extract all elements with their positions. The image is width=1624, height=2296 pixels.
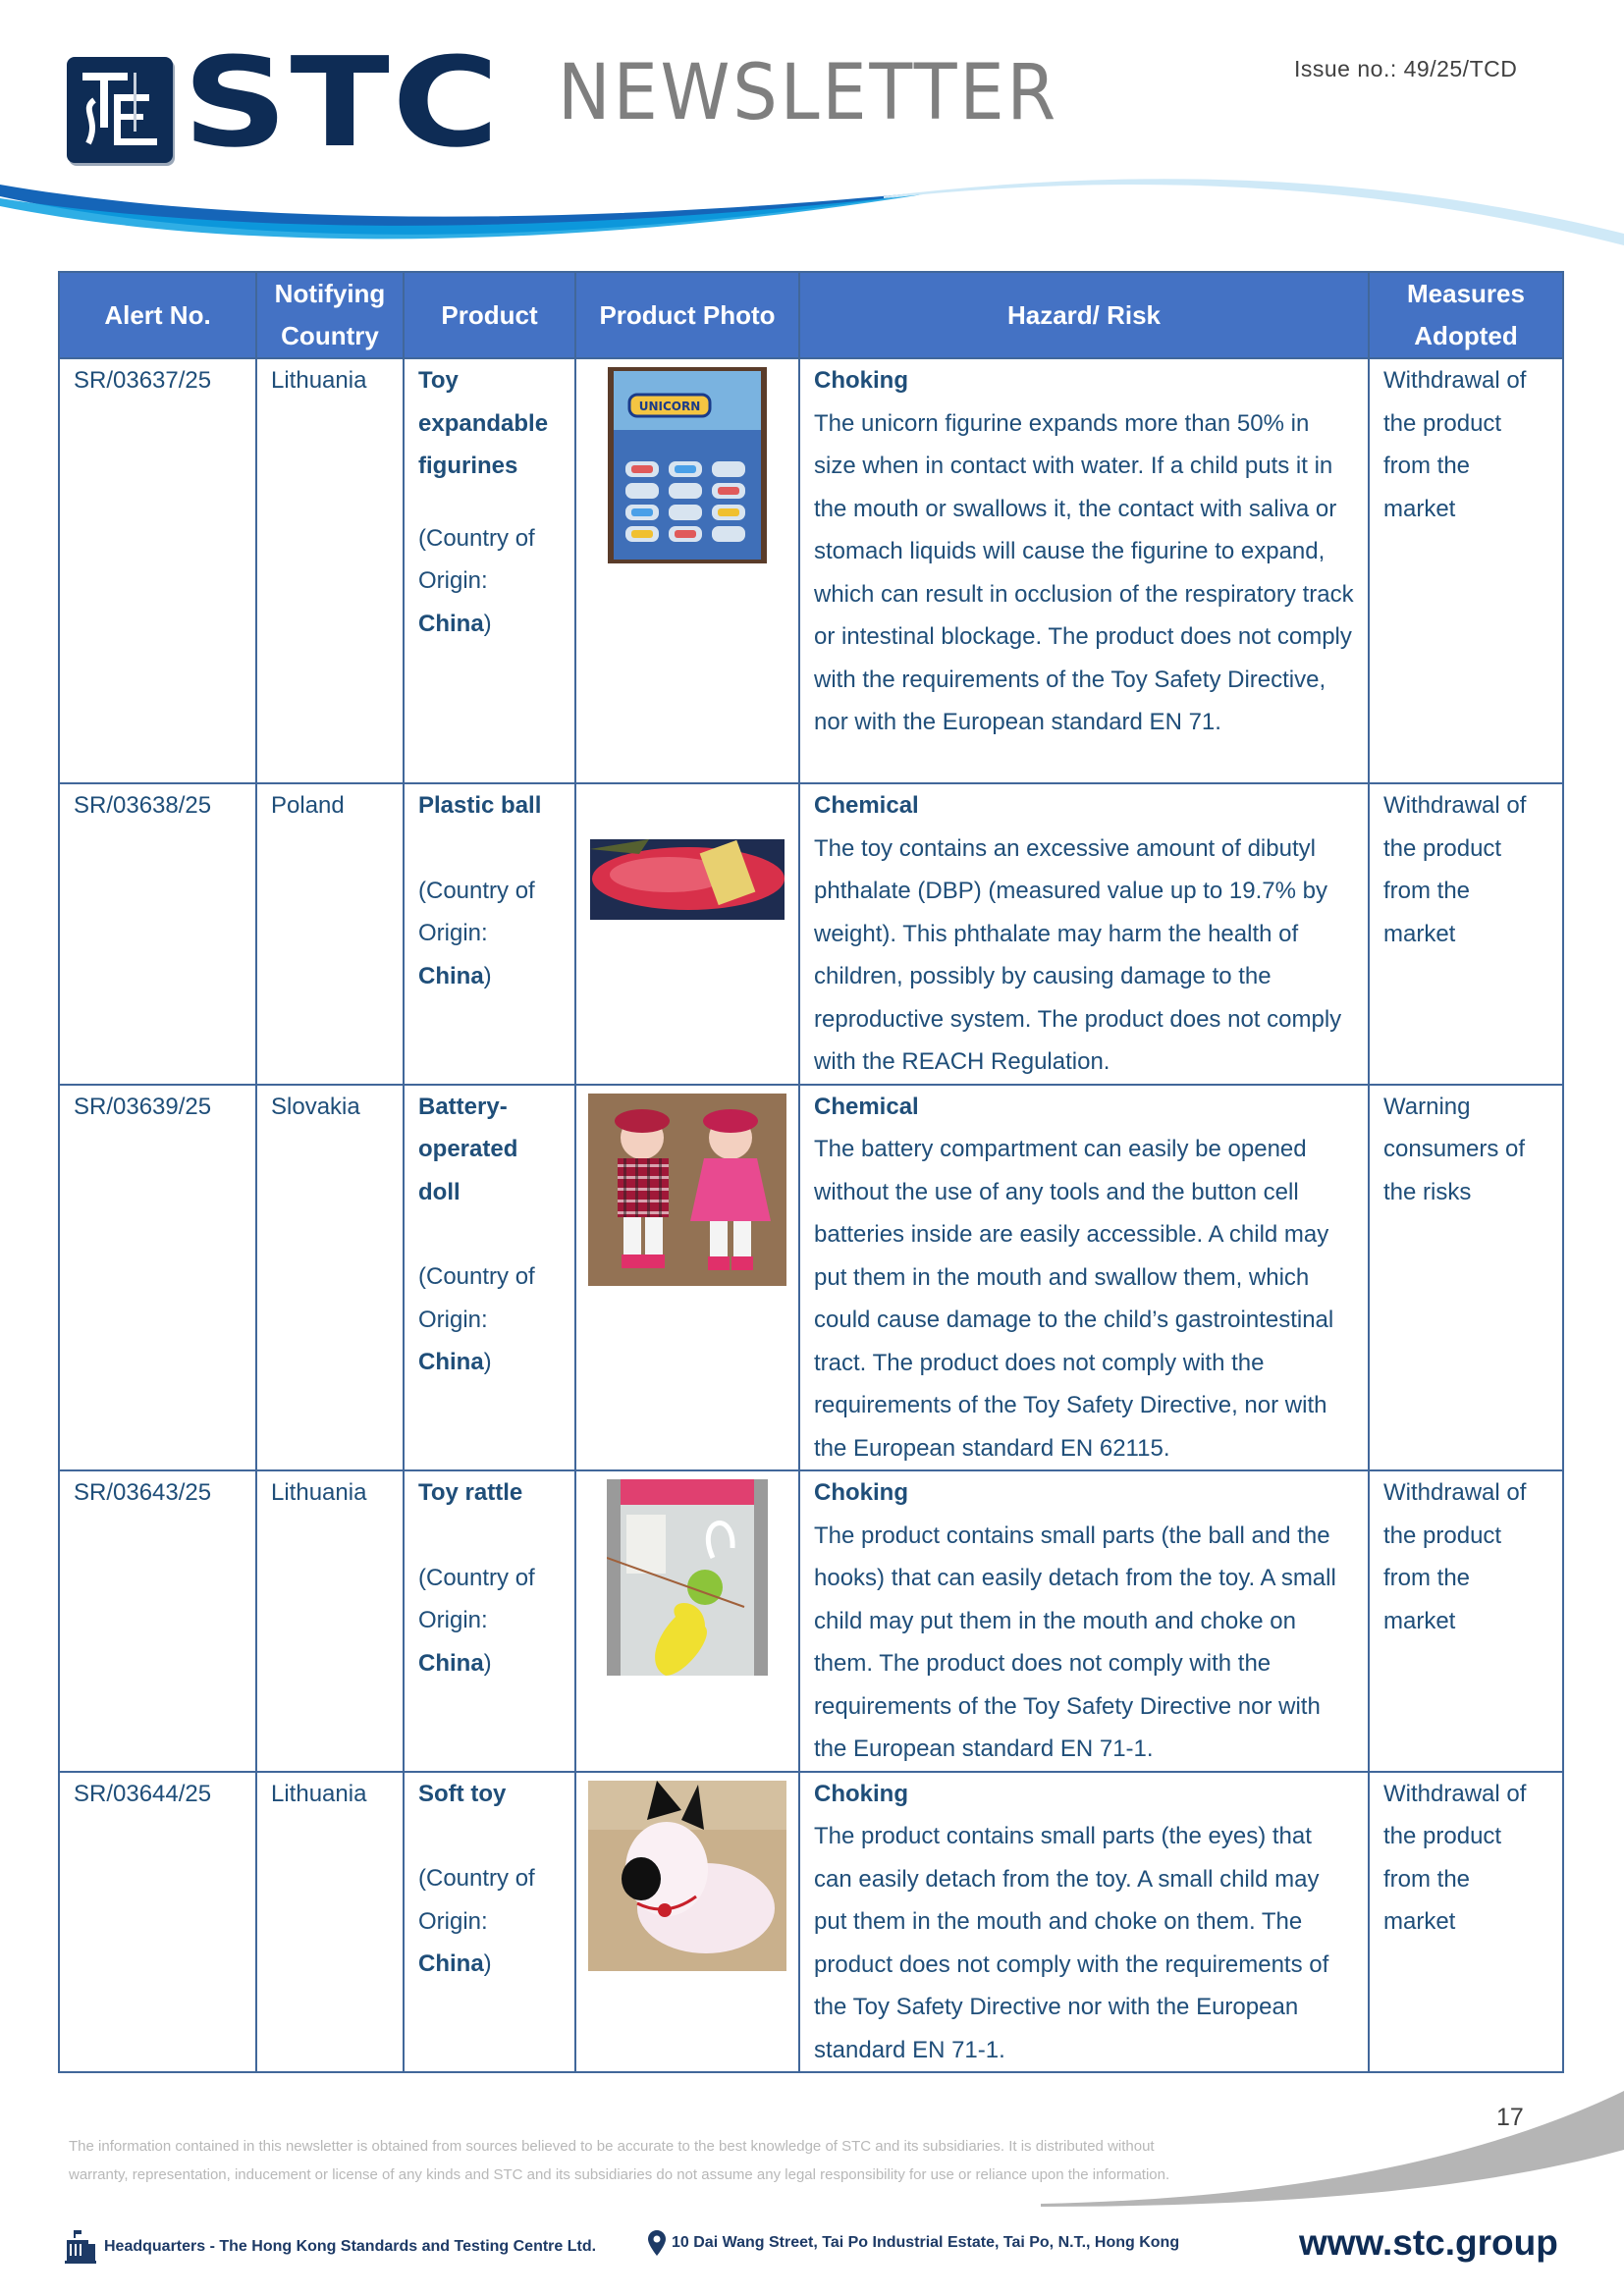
issue-number: Issue no.: 49/25/TCD xyxy=(1294,56,1518,81)
product-name: Soft toy xyxy=(418,1780,507,1807)
product-name: Toy rattle xyxy=(418,1479,523,1506)
product-cell xyxy=(404,783,575,1085)
page-footer xyxy=(0,2081,1624,2296)
country-of-origin: (Country of Origin: China) xyxy=(418,1564,535,1677)
measures-adopted: Withdrawal of the product from the market xyxy=(1369,1470,1563,1772)
product-cell xyxy=(404,1470,575,1772)
table-row xyxy=(59,1085,1563,1471)
product-cell xyxy=(404,1085,575,1471)
notifying-country: Lithuania xyxy=(256,1470,404,1772)
building-icon xyxy=(65,2230,96,2264)
website-link[interactable]: www.stc.group xyxy=(1299,2222,1558,2263)
product-photo-cell xyxy=(575,1085,799,1471)
product-photo-cell xyxy=(575,1470,799,1772)
hazard-description: The product contains small parts (the ball and the hooks) that can easily detach from the toy. A small child may put them in the mouth and choke on them. The product does not comply with the requirements of the Toy Safety Directive nor with the European standard EN 71-1. xyxy=(814,1522,1336,1762)
product-name: Battery-operated doll xyxy=(418,1093,518,1205)
product-name: Plastic ball xyxy=(418,792,542,819)
column-header-measures-adopted: Measures Adopted xyxy=(1369,272,1563,358)
product-cell xyxy=(404,1772,575,2073)
svg-text:UNICORN: UNICORN xyxy=(638,400,701,413)
product-photo-toy-rattle xyxy=(607,1479,768,1676)
hazard-type: Choking xyxy=(814,367,908,394)
origin-country: China xyxy=(418,1349,484,1375)
measures-adopted: Withdrawal of the product from the market xyxy=(1369,358,1563,783)
product-photo-soft-toy xyxy=(588,1781,786,1971)
alert-number: SR/03637/25 xyxy=(59,358,256,783)
address-text: 10 Dai Wang Street, Tai Po Industrial Estate, Tai Po, N.T., Hong Kong xyxy=(672,2234,1180,2251)
alert-number: SR/03643/25 xyxy=(59,1470,256,1772)
measures-adopted: Withdrawal of the product from the market xyxy=(1369,783,1563,1085)
hazard-description: The product contains small parts (the eyes) that can easily detach from the toy. A small child may put them in the mouth and choke on them. The product does not comply with the requirements of the Toy Safety Directive nor with the European standard EN 71-1. xyxy=(814,1823,1329,2063)
origin-country: China xyxy=(418,962,484,989)
newsletter-title: NEWSLETTER xyxy=(558,49,1059,137)
table-row xyxy=(59,1772,1563,2073)
location-pin-icon xyxy=(648,2230,666,2256)
product-photo-cell xyxy=(575,783,799,1085)
hazard-cell xyxy=(799,783,1369,1085)
product-photo-cell xyxy=(575,358,799,783)
alert-number: SR/03644/25 xyxy=(59,1772,256,2073)
brand-name: STC xyxy=(183,30,502,175)
hazard-cell xyxy=(799,358,1369,783)
product-photo-cell xyxy=(575,1772,799,2073)
hazard-type: Chemical xyxy=(814,1093,919,1120)
column-header-product: Product xyxy=(404,272,575,358)
product-photo-unicorn-figurines xyxy=(608,367,767,563)
hazard-cell xyxy=(799,1470,1369,1772)
notifying-country: Slovakia xyxy=(256,1085,404,1471)
table-row xyxy=(59,1470,1563,1772)
product-cell xyxy=(404,358,575,783)
column-header-product-photo: Product Photo xyxy=(575,272,799,358)
origin-country: China xyxy=(418,610,484,637)
disclaimer: The information contained in this newsletter is obtained from sources believed to be accurate to the best knowledge of STC and its subsidiaries. It is distributed without warranty, representation, inducement or license of any kinds and STC and its subsidiaries do not assume any legal responsibility for use or reliance upon the information. xyxy=(69,2138,1170,2183)
headquarters xyxy=(65,2230,596,2264)
hazard-type: Choking xyxy=(814,1479,908,1506)
product-photo-plastic-ball xyxy=(590,839,785,920)
column-header-hazard-risk: Hazard/ Risk xyxy=(799,272,1369,358)
table-row xyxy=(59,358,1563,783)
notifying-country: Lithuania xyxy=(256,358,404,783)
header-swoosh-decoration xyxy=(0,177,1624,255)
hazard-description: The toy contains an excessive amount of dibutyl phthalate (DBP) (measured value up to 19.7% by weight). This phthalate may harm the health of children, possibly by causing damage to the reproductive system. The product does not comply with the REACH Regulation. xyxy=(814,834,1342,1075)
hazard-description: The unicorn figurine expands more than 50% in size when in contact with water. If a child puts it in the mouth or swallows it, the contact with saliva or stomach liquids will cause the figurine to expand, which can result in occlusion of the respiratory track or intestinal blockage. The product does not comply with the requirements of the Toy Safety Directive, nor with the European standard EN 71. xyxy=(814,409,1354,735)
stc-logo xyxy=(67,30,502,175)
product-name: Toy expandable figurines xyxy=(418,367,549,479)
measures-adopted: Withdrawal of the product from the market xyxy=(1369,1772,1563,2073)
column-header-alert-no: Alert No. xyxy=(59,272,256,358)
alerts-table xyxy=(58,271,1564,2073)
origin-country: China xyxy=(418,1950,484,1977)
alert-number: SR/03639/25 xyxy=(59,1085,256,1471)
notifying-country: Poland xyxy=(256,783,404,1085)
headquarters-name: Headquarters - The Hong Kong Standards and Testing Centre Ltd. xyxy=(104,2238,597,2255)
country-of-origin: (Country of Origin: China) xyxy=(418,877,535,989)
country-of-origin: (Country of Origin: China) xyxy=(418,524,535,637)
table-header-row xyxy=(59,272,1563,358)
alert-number: SR/03638/25 xyxy=(59,783,256,1085)
column-header-notifying-country: Notifying Country xyxy=(256,272,404,358)
hazard-type: Chemical xyxy=(814,792,919,819)
measures-adopted: Warning consumers of the risks xyxy=(1369,1085,1563,1471)
page-number: 17 xyxy=(1496,2104,1524,2131)
hazard-cell xyxy=(799,1772,1369,2073)
hazard-type: Choking xyxy=(814,1780,908,1807)
notifying-country: Lithuania xyxy=(256,1772,404,2073)
product-photo-dolls xyxy=(588,1094,786,1286)
hazard-description: The battery compartment can easily be opened without the use of any tools and the button cell batteries inside are easily accessible. A child may put them in the mouth and swallow them, which could cause damage to the child’s gastrointestinal tract. The product does not comply with the requirements of the Toy Safety Directive, nor with the European standard EN 62115. xyxy=(814,1136,1334,1462)
hazard-cell xyxy=(799,1085,1369,1471)
page-header xyxy=(0,0,1624,265)
country-of-origin: (Country of Origin: China) xyxy=(418,1865,535,1977)
table-row xyxy=(59,783,1563,1085)
stc-logo-mark-icon xyxy=(67,57,173,163)
address xyxy=(648,2230,1179,2256)
origin-country: China xyxy=(418,1649,484,1677)
country-of-origin: (Country of Origin: China) xyxy=(418,1263,535,1375)
